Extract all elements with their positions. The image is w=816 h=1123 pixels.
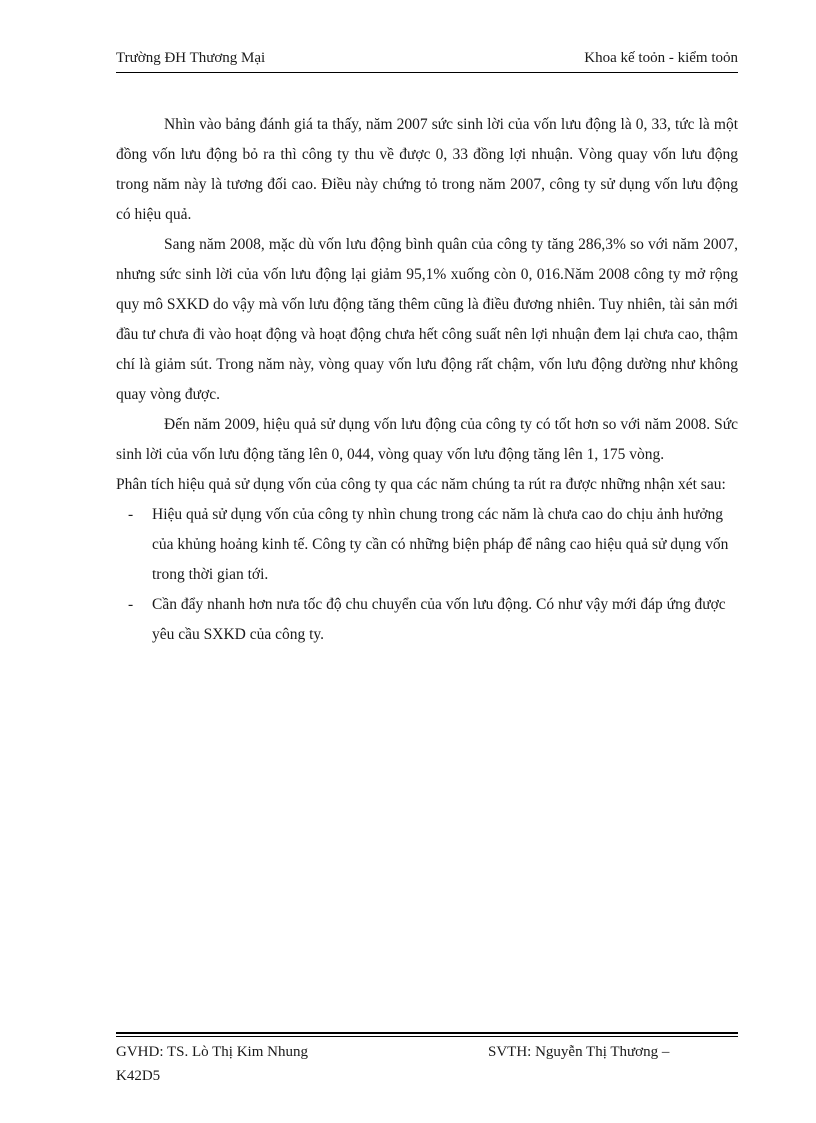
footer-divider-bottom: [116, 1036, 738, 1037]
footer-supervisor: GVHD: TS. Lò Thị Kim Nhung: [116, 1044, 308, 1060]
list-item-text: Hiệu quả sử dụng vốn của công ty nhìn chung trong các năm là chưa cao do chịu ảnh hưởng của khủng hoảng kinh tế. Công ty cần có những biện pháp để nâng cao hiệu quả sử dụng vốn trong thời gian tới.: [152, 506, 729, 583]
header-divider: [116, 72, 738, 73]
bullet-dash: -: [128, 596, 134, 613]
paragraph-2008: Sang năm 2008, mặc dù vốn lưu động bình quân của công ty tăng 286,3% so với năm 2007, nhưng sức sinh lời của vốn lưu động lại giảm 95,1% xuống còn 0, 016.Năm 2008 công ty mở rộng quy mô SXKD do vậy mà vốn lưu động tăng thêm cũng là điều đương nhiên. Tuy nhiên, tài sản mới đầu tư chưa đi vào hoạt động và hoạt động chưa hết công suất nên lợi nhuận đem lại chưa cao, thậm chí là giảm sút. Trong năm này, vòng quay vốn lưu động rất chậm, vốn lưu động dường như không quay vòng được.: [116, 236, 738, 403]
document-body: [116, 110, 738, 650]
list-item: [116, 590, 738, 650]
header-school: Trường ĐH Thương Mại: [116, 50, 266, 66]
page-header: [116, 50, 738, 70]
remarks-list: [116, 500, 738, 650]
list-item-text: Cần đẩy nhanh hơn nưa tốc độ chu chuyển của vốn lưu động. Có như vậy mới đáp ứng được yêu cầu SXKD của công ty.: [152, 596, 726, 643]
paragraph-2007: Nhìn vào bảng đánh giá ta thấy, năm 2007 sức sinh lời của vốn lưu động là 0, 33, tức là một đồng vốn lưu động bỏ ra thì công ty thu về được 0, 33 đồng lợi nhuận. Vòng quay vốn lưu động trong năm này là tương đối cao. Điều này chứng tỏ trong năm 2007, công ty sử dụng vốn lưu động có hiệu quả.: [116, 116, 738, 223]
footer-divider-top: [116, 1032, 738, 1034]
bullet-dash: -: [128, 506, 134, 523]
footer-class-code: K42D5: [116, 1068, 161, 1084]
header-faculty: Khoa kế toỏn - kiểm toỏn: [584, 50, 738, 66]
summary-intro: Phân tích hiệu quả sử dụng vốn của công ty qua các năm chúng ta rút ra được những nhận xét sau:: [116, 476, 726, 493]
page-footer: [116, 1040, 738, 1088]
paragraph-2009: Đến năm 2009, hiệu quả sử dụng vốn lưu động của công ty có tốt hơn so với năm 2008. Sức sinh lời của vốn lưu động tăng lên 0, 044, vòng quay vốn lưu động tăng lên 1, 175 vòng.: [116, 416, 738, 463]
list-item: [116, 500, 738, 590]
footer-student: SVTH: Nguyễn Thị Thương –: [488, 1044, 670, 1060]
